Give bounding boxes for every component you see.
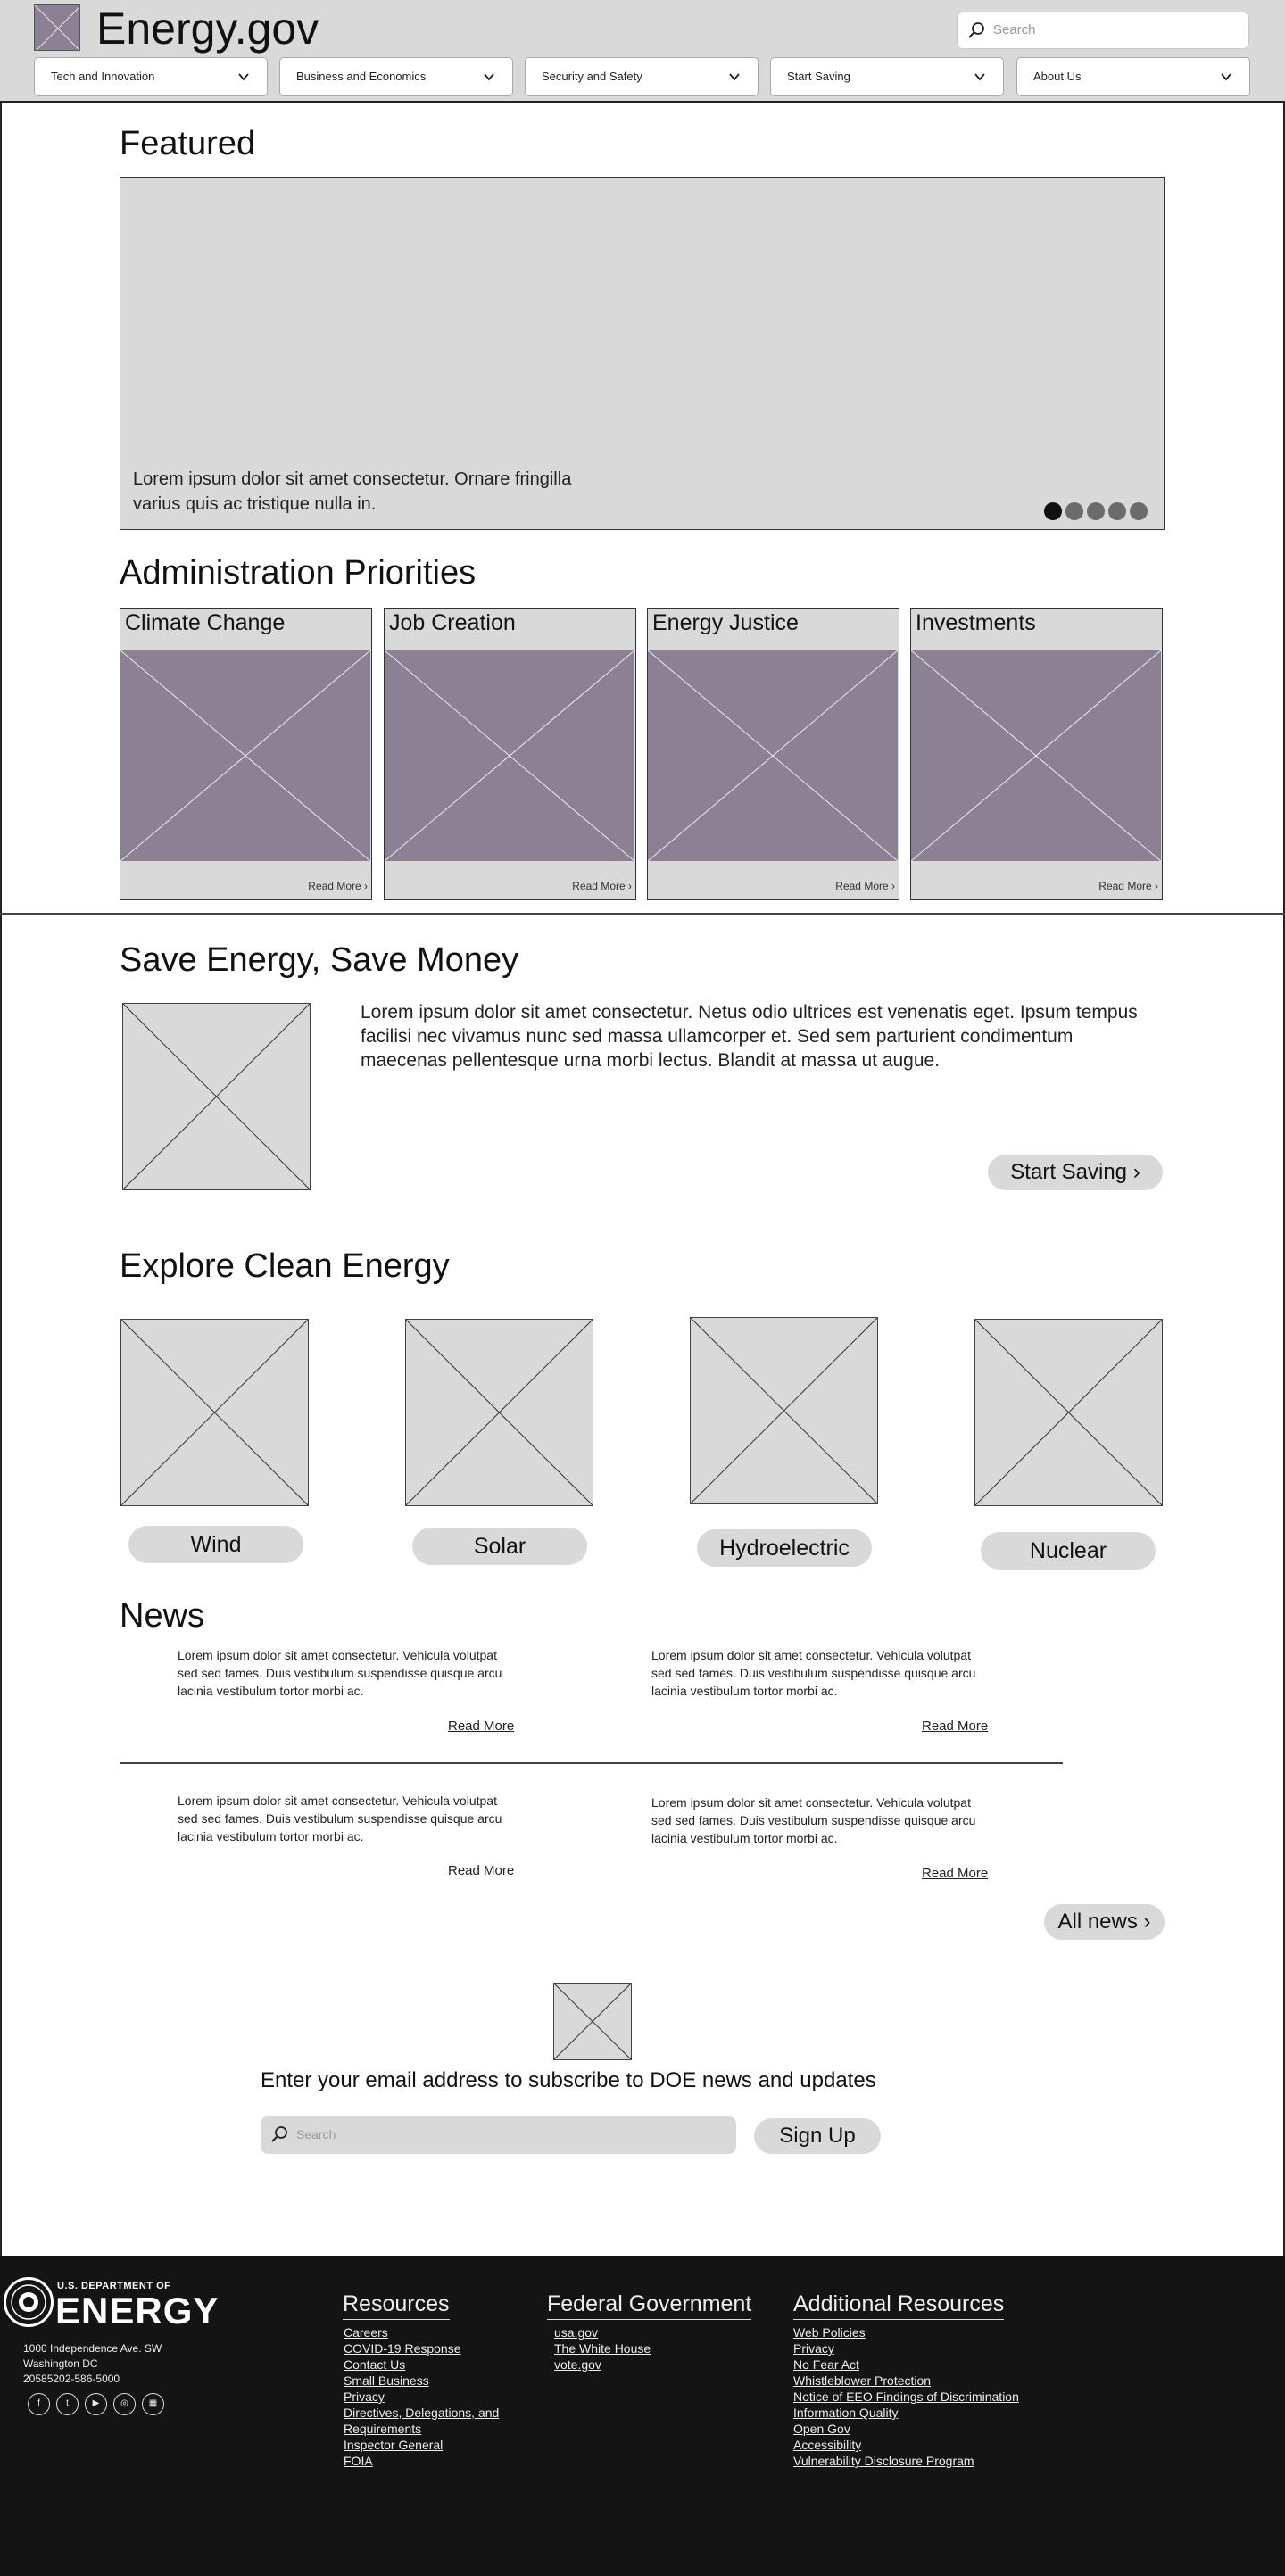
footer-link[interactable]: Notice of EEO Findings of Discrimination [793, 2390, 1019, 2404]
footer-link[interactable]: Privacy [344, 2390, 385, 2404]
save-energy-image [122, 1003, 311, 1190]
footer-heading-resources: Resources [343, 2291, 450, 2320]
priority-card-title: Job Creation [389, 610, 516, 635]
priority-card-investments[interactable] [910, 608, 1163, 900]
read-more-link[interactable]: Read More › [1098, 880, 1158, 892]
subscribe-placeholder: Search [296, 2127, 336, 2141]
nav-dropdown-label: Security and Safety [542, 70, 642, 83]
address-line: 1000 Independence Ave. SW [23, 2342, 162, 2355]
youtube-icon[interactable]: ▶ [85, 2393, 107, 2415]
carousel-dots [1044, 502, 1148, 520]
nav-dropdown-label: About Us [1033, 70, 1082, 83]
footer-link[interactable]: Small Business [344, 2373, 429, 2388]
footer-link[interactable]: Whistleblower Protection [793, 2373, 932, 2388]
explore-hydroelectric-button[interactable]: Hydroelectric [697, 1529, 872, 1567]
image-placeholder-icon [35, 5, 80, 51]
footer-link[interactable]: FOIA [344, 2454, 373, 2468]
featured-carousel[interactable] [120, 177, 1165, 530]
nav-dropdown-tech[interactable] [34, 57, 268, 96]
linkedin-icon[interactable]: ▦ [142, 2393, 164, 2415]
news-item-text: Lorem ipsum dolor sit amet consectetur. Vehicula volutpat sed sed fames. Duis vestibulum suspendisse quisque arcu lacinia vestibulum tortor morbi ac. [178, 1648, 502, 1698]
carousel-dot-5[interactable] [1130, 502, 1148, 520]
footer-link[interactable]: Careers [344, 2325, 388, 2340]
footer-link[interactable]: COVID-19 Response [344, 2341, 461, 2356]
priority-card-image [120, 650, 370, 861]
footer-link[interactable]: Inspector General [344, 2438, 444, 2452]
priority-card-title: Energy Justice [652, 610, 799, 635]
explore-solar-button[interactable]: Solar [412, 1528, 587, 1565]
featured-caption: Lorem ipsum dolor sit amet consectetur. Ornare fringilla varius quis ac tristique nulla in. [133, 469, 572, 514]
footer-address [23, 2341, 162, 2387]
section-divider [0, 913, 1285, 915]
chevron-down-icon [1219, 70, 1233, 84]
news-item-text: Lorem ipsum dolor sit amet consectetur. Vehicula volutpat sed sed fames. Duis vestibulum suspendisse quisque arcu lacinia vestibulum tortor morbi ac. [651, 1795, 976, 1845]
image-placeholder-icon [385, 650, 634, 861]
sign-up-button[interactable]: Sign Up [754, 2118, 881, 2154]
featured-heading: Featured [120, 125, 256, 162]
solar-image[interactable] [405, 1319, 593, 1506]
address-line: Washington DC [23, 2357, 98, 2370]
nuclear-image[interactable] [974, 1319, 1163, 1506]
seal-emblem-icon [6, 2280, 51, 2324]
hydroelectric-image[interactable] [690, 1317, 878, 1504]
twitter-icon[interactable]: t [56, 2393, 79, 2415]
read-more-link[interactable]: Read More › [835, 880, 895, 892]
explore-heading: Explore Clean Energy [120, 1247, 450, 1285]
explore-wind-button[interactable]: Wind [128, 1526, 303, 1563]
wind-image[interactable] [120, 1319, 309, 1506]
all-news-button[interactable]: All news › [1044, 1904, 1165, 1940]
footer-link[interactable]: Vulnerability Disclosure Program [793, 2454, 974, 2468]
nav-dropdown-label: Tech and Innovation [51, 70, 155, 83]
footer-link[interactable]: Web Policies [793, 2325, 866, 2340]
priority-card-climate-change[interactable] [120, 608, 372, 900]
subscribe-prompt: Enter your email address to subscribe to DOE news and updates [261, 2068, 876, 2092]
image-placeholder-icon [123, 1004, 310, 1189]
footer-link[interactable]: No Fear Act [793, 2357, 859, 2372]
news-read-more-link[interactable]: Read More [922, 1719, 989, 1734]
priority-card-title: Climate Change [125, 610, 286, 635]
carousel-dot-2[interactable] [1065, 502, 1083, 520]
site-header [0, 0, 1285, 103]
image-placeholder-icon [406, 1320, 593, 1505]
priority-card-job-creation[interactable] [384, 608, 636, 900]
footer-link[interactable]: Directives, Delegations, and Requirements [344, 2406, 500, 2436]
image-placeholder-icon [975, 1320, 1162, 1505]
site-title[interactable]: Energy.gov [96, 4, 319, 54]
save-energy-heading: Save Energy, Save Money [120, 941, 519, 979]
site-logo-placeholder[interactable] [34, 4, 80, 51]
priority-card-image [648, 650, 898, 861]
facebook-icon[interactable]: f [28, 2393, 50, 2415]
agency-name-large[interactable]: ENERGY [55, 2290, 220, 2332]
image-placeholder-icon [120, 650, 370, 861]
search-icon [269, 2125, 289, 2144]
image-placeholder-icon [911, 650, 1161, 861]
header-search-input[interactable] [957, 12, 1249, 49]
footer-link[interactable]: The White House [554, 2341, 651, 2356]
footer-link[interactable]: Accessibility [793, 2438, 862, 2452]
search-placeholder: Search [993, 22, 1036, 37]
news-item-text: Lorem ipsum dolor sit amet consectetur. Vehicula volutpat sed sed fames. Duis vestibulum suspendisse quisque arcu lacinia vestibulum tortor morbi ac. [178, 1793, 502, 1843]
image-placeholder-icon [648, 650, 898, 861]
chevron-down-icon [482, 70, 496, 84]
carousel-dot-1[interactable] [1044, 502, 1062, 520]
chevron-down-icon [973, 70, 987, 84]
priorities-heading: Administration Priorities [120, 554, 477, 592]
footer-link[interactable]: Contact Us [344, 2357, 406, 2372]
footer-links-additional [793, 2324, 1079, 2469]
news-read-more-link[interactable]: Read More [448, 1719, 515, 1734]
image-placeholder-icon [121, 1320, 308, 1505]
footer-links-resources [344, 2324, 522, 2469]
nav-dropdown-security[interactable] [525, 57, 759, 96]
site-footer [0, 2256, 1285, 2576]
priority-card-title: Investments [916, 610, 1036, 635]
address-line: 20585202-586-5000 [23, 2373, 120, 2385]
nav-dropdown-about[interactable] [1016, 57, 1250, 96]
agency-name-small: U.S. DEPARTMENT OF [57, 2281, 171, 2291]
subscribe-email-input[interactable] [261, 2116, 736, 2154]
subscribe-image [553, 1983, 632, 2060]
footer-link[interactable]: Information Quality [793, 2406, 899, 2420]
image-placeholder-icon [554, 1984, 631, 2059]
footer-link[interactable]: usa.gov [554, 2325, 599, 2340]
image-placeholder-icon [691, 1318, 877, 1503]
footer-links-federal [554, 2324, 733, 2373]
footer-link[interactable]: Open Gov [793, 2422, 850, 2436]
carousel-dot-3[interactable] [1087, 502, 1105, 520]
news-heading: News [120, 1597, 205, 1635]
footer-heading-additional: Additional Resources [793, 2291, 1004, 2320]
footer-link[interactable]: vote.gov [554, 2357, 601, 2372]
nav-dropdown-start-saving[interactable] [770, 57, 1004, 96]
nav-dropdown-label: Start Saving [787, 70, 850, 83]
carousel-dot-4[interactable] [1108, 502, 1126, 520]
explore-nuclear-button[interactable]: Nuclear [981, 1532, 1156, 1570]
nav-dropdown-business[interactable] [279, 57, 513, 96]
priority-card-energy-justice[interactable] [647, 608, 900, 900]
read-more-link[interactable]: Read More › [308, 880, 368, 892]
chevron-down-icon [236, 70, 251, 84]
priority-card-image [911, 650, 1161, 861]
doe-seal-icon [4, 2277, 54, 2327]
instagram-icon[interactable]: ◎ [113, 2393, 136, 2415]
read-more-link[interactable]: Read More › [572, 880, 632, 892]
news-read-more-link[interactable]: Read More [922, 1866, 989, 1881]
footer-link[interactable]: Privacy [793, 2341, 834, 2356]
search-icon [966, 21, 986, 40]
news-divider [120, 1762, 1063, 1764]
news-item-text: Lorem ipsum dolor sit amet consectetur. Vehicula volutpat sed sed fames. Duis vestibulum suspendisse quisque arcu lacinia vestibulum tortor morbi ac. [651, 1648, 976, 1698]
footer-heading-federal: Federal Government [547, 2291, 751, 2320]
news-read-more-link[interactable]: Read More [448, 1863, 515, 1878]
nav-dropdown-label: Business and Economics [296, 70, 427, 83]
priority-card-image [385, 650, 634, 861]
chevron-down-icon [727, 70, 742, 84]
start-saving-button[interactable]: Start Saving › [988, 1155, 1163, 1190]
save-energy-body: Lorem ipsum dolor sit amet consectetur. Netus odio ultrices est venenatis eget. Ipsum tempus facilisi nec vivamus nunc sed massa ullamcorper et. Sed sem parturient condimentum maecenas pellentesque urna morbi lectus. Blandit at massa ut augue. [361, 1002, 1138, 1071]
